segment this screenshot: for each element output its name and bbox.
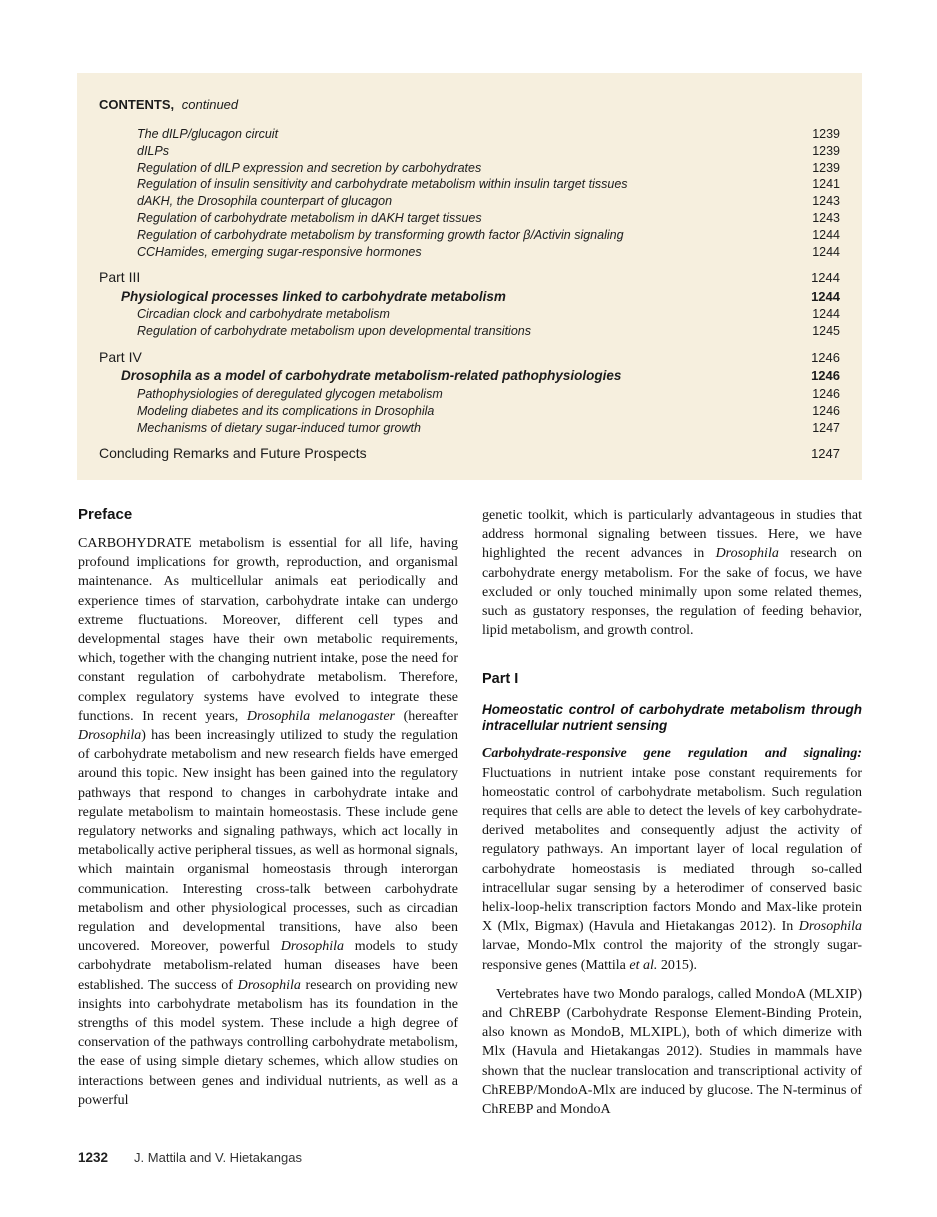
toc-entry-page: 1244: [811, 288, 840, 304]
contents-box: [77, 73, 862, 480]
toc-entry-label: Regulation of dILP expression and secretion by carbohydrates: [137, 160, 482, 175]
text-segment: ) has been increasingly utilized to study the regulation of carbohydrate metabolism and new research fields have emerged around this topic. New insight has been gained into the regulatory pathways that respond to changes in carbohydrate intake and regulate metabolism to maintain homeostasis. These include gene regulatory networks and signaling pathways, which act locally in metabolically active peripheral tissues, as well as hormonal signals, which maintain organismal homeostasis through interorgan communication. Interesting cross-talk between carbohydrate metabolism and other physiological processes, such as circadian regulation and developmental transitions, have also been uncovered. Moreover, powerful: [78, 728, 458, 955]
toc-entry-label: Drosophila as a model of carbohydrate metabolism-related pathophysiologies: [121, 368, 622, 384]
toc-entry-page: 1241: [812, 177, 840, 192]
toc-entry-page: 1239: [812, 143, 840, 158]
contents-header-italic: continued: [181, 97, 239, 112]
right-column: [482, 506, 862, 1119]
toc-row: [99, 210, 840, 227]
toc-entry-label: CCHamides, emerging sugar-responsive hormones: [137, 244, 422, 259]
toc-entry-label: dILPs: [137, 143, 169, 158]
left-column: [78, 506, 458, 1119]
toc-entry-label: Pathophysiologies of deregulated glycogen metabolism: [137, 386, 443, 401]
toc-row: [99, 386, 840, 403]
toc-entry-page: 1243: [812, 210, 840, 225]
toc-row: [99, 160, 840, 177]
text-segment: Carbohydrate-responsive gene regulation and signaling:: [482, 746, 862, 762]
toc-entry-page: 1246: [811, 349, 840, 365]
toc-entry-label: Part IV: [99, 348, 142, 365]
toc-row: [99, 227, 840, 244]
toc-entry-page: 1244: [812, 307, 840, 322]
text-segment: Drosophila: [237, 977, 301, 993]
toc-entry-page: 1247: [811, 446, 840, 462]
text-segment: et al.: [629, 957, 658, 973]
toc-row: [99, 367, 840, 386]
toc-row: [99, 348, 840, 368]
toc-rows: [99, 126, 840, 464]
toc-entry-page: 1243: [812, 194, 840, 209]
page-footer: [78, 1150, 302, 1165]
preface-paragraph-continued: [482, 506, 862, 640]
toc-row: [99, 306, 840, 323]
text-segment: models to study carbohydrate metabolism-related human diseases have been established. The success of: [78, 939, 458, 993]
toc-row: [99, 244, 840, 261]
part-i-heading: Part I: [482, 671, 519, 688]
toc-row: [99, 143, 840, 160]
vertebrates-paragraph: [482, 985, 862, 1119]
toc-entry-label: Physiological processes linked to carbohydrate metabolism: [121, 288, 506, 304]
toc-row: [99, 126, 840, 143]
toc-entry-label: dAKH, the Drosophila counterpart of glucagon: [137, 194, 393, 209]
text-segment: Drosophila: [78, 728, 142, 744]
text-segment: Fluctuations in nutrient intake pose constant requirements for homeostatic control of carbohydrate metabolism. Such regulation requires that cells are able to detect the levels of key carbohydrate-derived metabolites and consequently adjust the activity of regulatory pathways. An important layer of local regulation of carbohydrate homeostasis is mediated through so-called intracellular sugar sensing by a heterodimer of conserved basic helix-loop-helix transcription factors Mondo and Max-like protein X (Mlx, Bigmax) (Havula and Hietakangas 2012). In: [482, 765, 862, 935]
toc-row: [99, 176, 840, 193]
toc-entry-label: Regulation of carbohydrate metabolism upon developmental transitions: [137, 324, 531, 339]
toc-entry-page: 1244: [811, 270, 840, 286]
toc-row: [99, 403, 840, 420]
body-columns: [78, 506, 862, 1119]
toc-entry-label: Part III: [99, 269, 141, 286]
section-heading: Homeostatic control of carbohydrate metabolism through intracellular nutrient sensing: [482, 702, 862, 734]
toc-entry-page: 1244: [812, 244, 840, 259]
toc-row: [99, 444, 840, 464]
toc-entry-label: The dILP/glucagon circuit: [137, 127, 279, 141]
toc-entry-label: Circadian clock and carbohydrate metabolism: [137, 307, 390, 322]
footer-authors: J. Mattila and V. Hietakangas: [134, 1150, 302, 1165]
preface-paragraph: [78, 534, 458, 1110]
toc-entry-label: Concluding Remarks and Future Prospects: [99, 445, 367, 462]
text-segment: Drosophila: [798, 919, 862, 935]
contents-header-bold: CONTENTS,: [99, 97, 175, 112]
text-segment: Drosophila: [715, 546, 779, 562]
text-segment: genetic toolkit, which is particularly advantageous in studies that address hormonal signaling between tissues. Here, we have highlighted the recent advances in: [482, 508, 862, 562]
text-segment: larvae, Mondo-Mlx control the majority of the strongly sugar-responsive genes (Mattila: [482, 938, 862, 973]
toc-row: [99, 268, 840, 288]
toc-row: [99, 288, 840, 307]
toc-entry-label: Modeling diabetes and its complications in Drosophila: [137, 403, 435, 418]
toc-entry-label: Regulation of carbohydrate metabolism in dAKH target tissues: [137, 210, 482, 225]
footer-page-number: 1232: [78, 1150, 109, 1165]
toc-entry-page: 1246: [812, 386, 840, 401]
text-segment: CARBOHYDRATE metabolism is essential for all life, having profound implications for growth, reproduction, and organismal maintenance. As multicellular animals eat periodically and experience times of starvation, carbohydrate intake can undergo extreme fluctuations. Moreover, different cell types and developmental stages have their own metabolic requirements, which, together with the changing nutrient intake, pose the need for constant regulation of carbohydrate metabolism. Therefore, complex regulatory systems have evolved to integrate these functions. In recent years,: [78, 536, 458, 724]
signaling-paragraph: [482, 744, 862, 974]
toc-entry-page: 1246: [811, 368, 840, 384]
text-segment: (hereafter: [395, 708, 458, 724]
toc-entry-page: 1239: [812, 127, 840, 141]
toc-entry-page: 1239: [812, 160, 840, 175]
text-segment: Drosophila melanogaster: [246, 708, 395, 724]
preface-heading: Preface: [78, 506, 133, 523]
toc-row: [99, 420, 840, 437]
text-segment: research on carbohydrate energy metabolism. For the sake of focus, we have excluded or only touched minimally upon some related themes, such as gustatory responses, the regulation of feeding behavior, lipid metabolism, and growth control.: [482, 546, 862, 639]
toc-entry-label: Regulation of carbohydrate metabolism by transforming growth factor β/Activin signaling: [137, 227, 624, 242]
toc-entry-page: 1245: [812, 324, 840, 339]
toc-entry-page: 1244: [812, 227, 840, 242]
text-segment: research on providing new insights into carbohydrate metabolism has its foundation in the strengths of this model system. These include a high degree of conservation of the pathways controlling carbohydrate metabolism, the ease of using simple dietary schemes, which allow studies on interactions between genes and individual nutrients, as well as a powerful: [78, 977, 458, 1108]
toc-row: [99, 323, 840, 340]
toc-entry-label: Regulation of insulin sensitivity and carbohydrate metabolism within insulin target tissues: [137, 177, 628, 192]
text-segment: Drosophila: [280, 939, 345, 955]
toc-entry-page: 1246: [812, 403, 840, 418]
toc-row: [99, 193, 840, 210]
toc-entry-label: Mechanisms of dietary sugar-induced tumor growth: [137, 420, 421, 435]
text-segment: 2015).: [657, 957, 698, 973]
contents-header: [99, 97, 840, 113]
text-segment: Vertebrates have two Mondo paralogs, called MondoA (MLXIP) and ChREBP (Carbohydrate Response Element-Binding Protein, also known as MondoB, MLXIPL), both of which dimerize with Mlx (Havula and Hietakangas 2012). Studies in mammals have shown that the nuclear translocation and transcriptional activity of ChREBP/MondoA-Mlx are induced by glucose. The N-terminus of ChREBP and MondoA: [482, 986, 862, 1118]
toc-entry-page: 1247: [812, 420, 840, 435]
